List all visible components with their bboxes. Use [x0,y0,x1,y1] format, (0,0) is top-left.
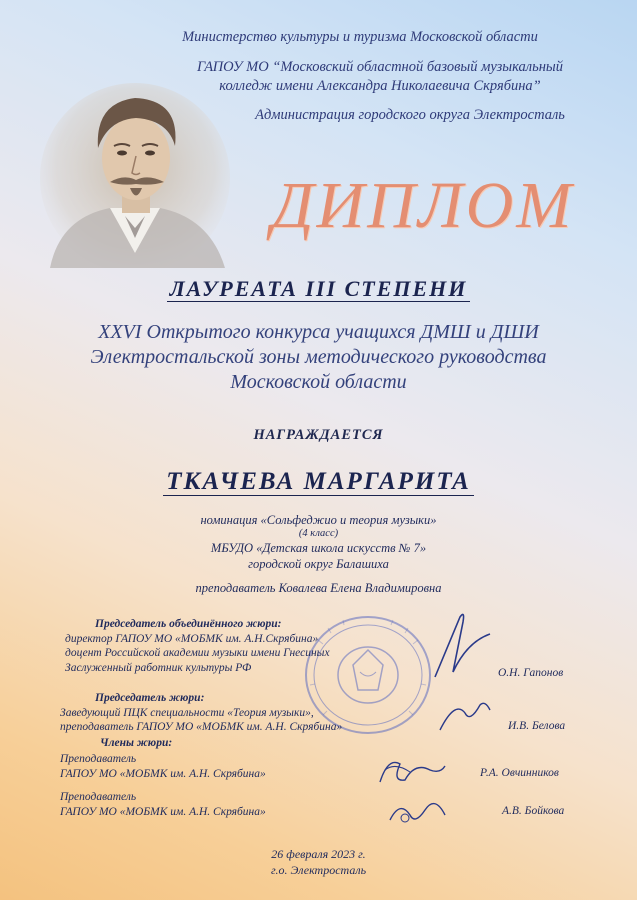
nomination: номинация «Сольфеджио и теория музыки» [200,513,437,527]
joint-chair-line-1: директор ГАПОУ МО «МОБМК им. А.Н.Скрябина» [65,632,319,645]
composer-portrait [40,78,235,268]
diploma-title: ДИПЛОМ [271,169,575,242]
joint-chair-label: Председатель объединённого жюри: [95,618,282,630]
award-details [0,512,637,572]
ministry-line: Министерство культуры и туризма Московской области [182,29,538,45]
joint-chair-name: О.Н. Гапонов [498,667,564,679]
college-line-1: ГАПОУ МО “Московский областной базовый музыкальный [197,59,563,75]
chair-line-1: Заведующий ПЦК специальности «Теория музыки», [60,706,314,719]
joint-chair-line-2: доцент Российской академии музыки имени Гнесиных [65,647,330,659]
member-name: Р.А. Овчинников [480,767,559,779]
laureate-degree-block [0,276,637,302]
issue-city: г.о. Электросталь [270,863,367,877]
footer [0,846,637,878]
jury-member [60,790,360,819]
signature-belova [435,695,495,735]
member-org: ГАПОУ МО «МОБМК им. А.Н. Скрябина» [60,805,266,818]
administration-line: Администрация городского округа Электросталь [255,107,565,123]
chair-label: Председатель жюри: [95,692,205,704]
member-org: ГАПОУ МО «МОБМК им. А.Н. Скрябина» [60,767,266,780]
school: МБУДО «Детская школа искусств № 7» [210,541,427,555]
contest-line-1: XXVI Открытого конкурса учащихся ДМШ и ДШИ [98,321,539,343]
signature-boykova [385,790,455,830]
signature-ovchinnikov [370,752,450,792]
recipient-block [0,466,637,496]
chair-name: И.В. Белова [508,720,566,732]
laureate-degree: ЛАУРЕАТА III СТЕПЕНИ [169,276,468,301]
joint-chair-line-3: Заслуженный работник культуры РФ [65,661,252,674]
contest-title [0,320,637,395]
awarded-label: НАГРАЖДАЕТСЯ [253,427,384,443]
member-role: Преподаватель [60,753,137,765]
jury-member [60,752,360,781]
jury-chair [60,691,440,735]
joint-jury-chair [65,617,445,675]
district: городской округ Балашиха [248,557,389,571]
issue-date: 26 февраля 2023 г. [271,847,366,861]
member-name: А.В. Бойкова [502,805,565,817]
member-role: Преподаватель [60,791,137,803]
contest-line-3: Московской области [230,371,407,393]
recipient-name: ТКАЧЕВА МАРГАРИТА [166,468,471,495]
grade: (4 класс) [298,528,339,539]
members-label: Члены жюри: [100,737,173,749]
chair-line-2: преподаватель ГАПОУ МО «МОБМК им. А.Н. Скрябина» [60,721,343,733]
college-line-2: колледж имени Александра Николаевича Скрябина” [219,78,541,94]
contest-line-2: Электростальской зоны методического руководства [90,346,547,368]
jury-members [60,736,440,751]
teacher: преподаватель Ковалева Елена Владимировна [195,581,442,595]
